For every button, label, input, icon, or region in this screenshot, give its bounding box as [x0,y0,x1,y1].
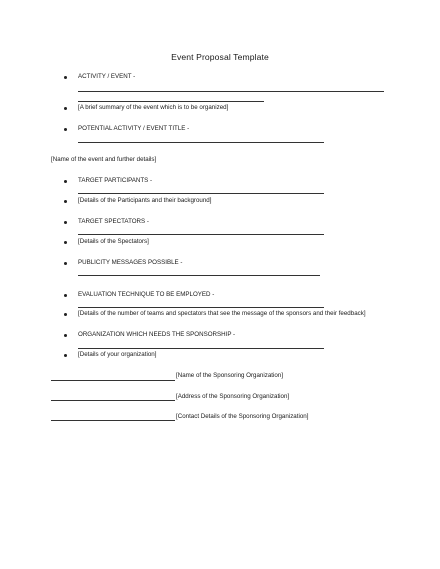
field-evaluation-technique: EVALUATION TECHNIQUE TO BE EMPLOYED - [78,291,215,298]
answer-line [78,307,324,308]
participants-details-placeholder: [Details of the Participants and their background] [78,197,212,204]
bullet-icon [64,354,67,357]
answer-line [78,234,324,235]
event-summary-placeholder: [A brief summary of the event which is to be organized] [78,104,229,111]
answer-line [78,142,324,143]
sponsor-address-placeholder: [Address of the Sponsoring Organization] [176,393,290,400]
bullet-icon [64,241,67,244]
answer-line [78,275,320,276]
bullet-icon [64,128,67,131]
answer-line [78,348,324,349]
bullet-icon [64,313,67,316]
sponsor-address-line [51,400,175,401]
bullet-icon [64,107,67,110]
bullet-icon [64,76,67,79]
evaluation-details-placeholder: [Details of the number of teams and spectators that see the message of the sponsors and their feedback] [78,310,366,317]
field-target-spectators: TARGET SPECTATORS - [78,218,149,225]
spectators-details-placeholder: [Details of the Spectators] [78,238,149,245]
bullet-icon [64,294,67,297]
field-activity-event: ACTIVITY / EVENT - [78,73,136,80]
sponsor-name-placeholder: [Name of the Sponsoring Organization] [176,372,283,379]
answer-line [78,193,324,194]
sponsor-contact-line [51,420,175,421]
organization-details-placeholder: [Details of your organization] [78,351,157,358]
bullet-icon [64,221,67,224]
field-publicity-messages: PUBLICITY MESSAGES POSSIBLE - [78,259,183,266]
field-target-participants: TARGET PARTICIPANTS - [78,177,153,184]
answer-line [78,91,384,92]
bullet-icon [64,262,67,265]
bullet-icon [64,200,67,203]
answer-line [78,101,264,102]
field-event-title: POTENTIAL ACTIVITY / EVENT TITLE - [78,125,190,132]
sponsor-contact-placeholder: [Contact Details of the Sponsoring Organization] [176,413,309,420]
bullet-icon [64,334,67,337]
event-name-placeholder: [Name of the event and further details] [51,156,157,163]
bullet-icon [64,180,67,183]
document-title: Event Proposal Template [171,52,269,62]
sponsor-name-line [51,380,175,381]
field-organization: ORGANIZATION WHICH NEEDS THE SPONSORSHIP - [78,331,236,338]
